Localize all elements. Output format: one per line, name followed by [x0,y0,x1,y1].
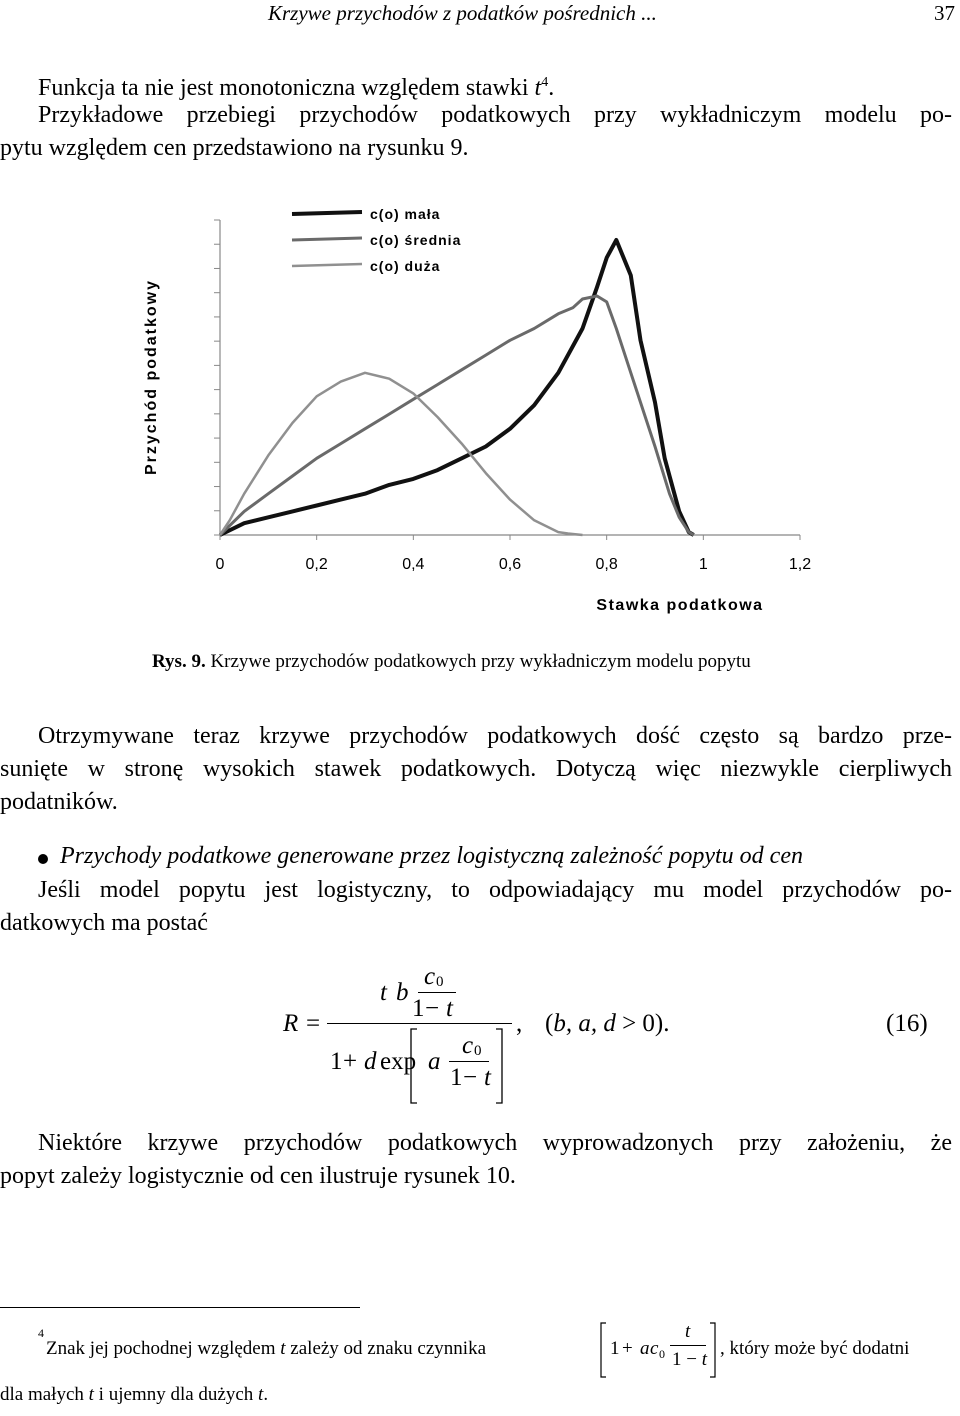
footnote-factor-c: c [650,1338,659,1359]
footnote-text-c: , który może być dodatni [720,1338,910,1359]
eq-inner-fraction-bar [418,992,456,993]
eq-den-c: c [462,1032,474,1059]
intro-line-1-end: . [548,75,555,101]
footnote-text-a [46,1338,486,1360]
footnote-line-2-t2: t [258,1384,264,1405]
x-tick-label: 1,2 [788,556,812,573]
eq-main-fraction-bar [327,1023,512,1024]
para2-line-1: Jeśli model popytu jest logistyczny, to odpowiadający mu model przychodów po- [38,877,952,903]
eq-cond-vars: b, a, d [553,1010,616,1037]
eq-den-one2: 1 [450,1064,463,1091]
chart-plot-area [143,206,811,614]
para3-line-1: Niektóre krzywe przychodów podatkowych wyprowadzonych przy założeniu, że [38,1130,952,1156]
intro-variable-t: t [534,75,542,101]
footnote-rule [0,1307,360,1308]
legend-swatch-3 [292,264,362,266]
intro-line-1-text: Funkcja ta nie jest monotoniczna względem stawki [38,75,535,101]
eq-left-bracket [409,1028,419,1104]
eq-num-one: 1 [412,995,425,1022]
footnote-line-2-a: dla małych [0,1384,89,1405]
eq-lhs-R: R [283,1010,299,1037]
footnote [0,1320,960,1416]
bullet-icon [38,854,48,864]
x-tick-label: 0,2 [305,556,328,573]
footnote-left-bracket [599,1322,607,1378]
eq-den-minus: − [463,1064,478,1091]
x-axis-title: Stawka podatkowa [596,597,764,614]
eq-den-t: t [484,1064,491,1091]
y-axis-title: Przychód podatkowy [143,278,160,476]
footnote-factor-sub0: 0 [659,1347,665,1361]
eq-number: (16) [886,1010,928,1037]
page-number: 37 [934,1,955,25]
footnote-factor-plus: + [622,1338,633,1359]
series-line-1 [220,240,694,535]
footnote-line-2-b: i ujemny dla dużych [93,1384,259,1405]
series-line-3 [220,373,583,535]
footnote-factor-bar [670,1345,706,1346]
footnote-factor-t-num: t [685,1321,691,1342]
eq-num-c: c [424,963,436,990]
para1-line-1: Otrzymywane teraz krzywe przychodów podatkowych dość często są bardzo prze- [38,723,952,749]
eq-den-sub0: 0 [474,1043,482,1059]
para3-line-2: popyt zależy logistycznie od cen ilustruje rysunek 10. [0,1163,516,1189]
running-header-title: Krzywe przychodów z podatków pośrednich ... [268,1,657,25]
eq-num-sub0: 0 [436,974,444,990]
eq-equals: = [306,1010,321,1037]
section-heading: Przychody podatkowe generowane przez logistyczną zależność popytu od cen [60,843,803,869]
eq-den-one: 1 [330,1048,343,1075]
para2-line-2: datkowych ma postać [0,910,208,936]
eq-comma: , [516,1010,523,1037]
eq-den-plus: + [343,1048,358,1075]
figure-caption [152,648,751,676]
figure-caption-label: Rys. 9. [152,651,206,672]
footnote-factor-den-text: 1 − [672,1349,702,1370]
eq-cond-open: ( [545,1010,554,1037]
footnote-line-2-t1: t [88,1384,94,1405]
eq-den-a: a [428,1048,441,1075]
legend-swatch-2 [292,238,362,240]
figure-caption-text: Krzywe przychodów podatkowych przy wykładniczym modelu popytu [205,651,751,672]
footnote-text-a-part: Znak jej pochodnej względem [46,1338,281,1359]
footnote-ref-4: 4 [541,75,549,90]
eq-num-t2: t [446,995,453,1022]
legend-swatch-1 [292,212,362,214]
x-tick-label: 0,6 [498,556,522,573]
eq-den-exp: exp [380,1048,417,1075]
eq-den-d: d [364,1048,377,1075]
footnote-line-2 [0,1384,268,1406]
eq-cond-gt: > 0). [615,1010,670,1037]
footnote-factor-a: a [640,1338,650,1359]
x-tick-label: 0 [215,556,225,573]
footnote-factor-den [672,1349,707,1371]
legend-label-3: c(o) duża [370,258,441,274]
footnote-text-b: zależy od znaku czynnika [285,1338,487,1359]
legend-label-2: c(o) średnia [370,232,462,248]
legend-label-1: c(o) mała [370,206,441,222]
eq-right-bracket [494,1028,504,1104]
x-tick-label: 0,8 [595,556,618,573]
eq-num-minus: − [425,995,440,1022]
intro-line-2: Przykładowe przebiegi przychodów podatkowych przy wykładniczym modelu po- [38,102,952,128]
para1-line-2: sunięte w stronę wysokich stawek podatkowych. Dotyczą więc niezwykle cierpliwych [0,756,952,782]
para1-line-3: podatników. [0,789,118,815]
equation-16 [0,960,960,1120]
footnote-factor-one: 1 [610,1338,620,1359]
series-line-2 [220,296,694,535]
x-tick-label: 1 [698,556,708,573]
eq-num-t: t [380,979,387,1006]
footnote-line-2-c: . [263,1384,269,1405]
eq-condition [545,1010,670,1038]
footnote-var-t: t [280,1338,286,1359]
eq-num-b: b [396,979,409,1006]
eq-den-fraction-bar [449,1061,489,1062]
intro-line-3: pytu względem cen przedstawiono na rysunku 9. [0,135,469,161]
footnote-mark: 4 [38,1326,44,1340]
footnote-factor-den-t: t [701,1349,707,1370]
x-tick-label: 0,4 [402,556,425,573]
footnote-right-bracket [709,1322,717,1378]
